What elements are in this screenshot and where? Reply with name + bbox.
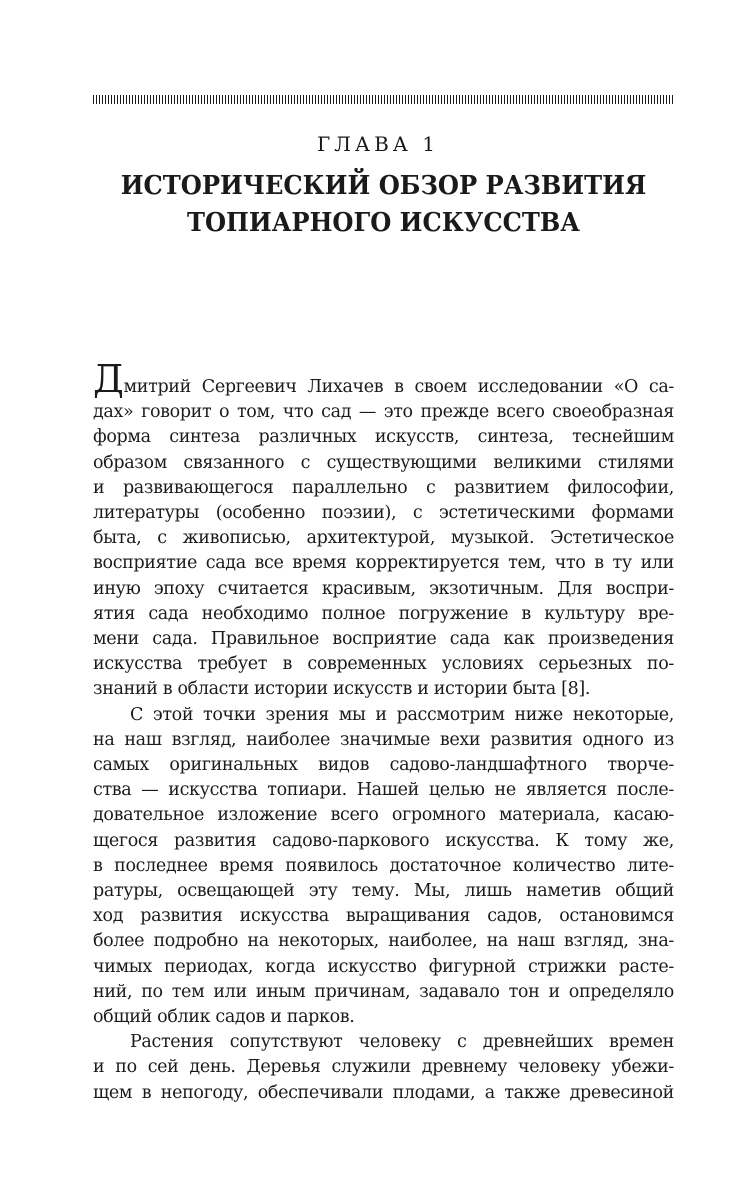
- text-line: чимых периодах, когда искусство фигурной стрижки расте-: [93, 956, 674, 977]
- text-line: более подробно на некоторых, наиболее, на наш взгляд, зна-: [93, 931, 674, 952]
- text-line: дах» говорит о том, что сад — это прежде всего своеобразная: [93, 402, 674, 423]
- chapter-header-rule: [93, 95, 674, 104]
- text-line: восприятие сада все время корректируется тем, что в ту или: [93, 553, 674, 574]
- text-line: искусства требует в современных условиях серьезных по-: [93, 654, 674, 675]
- text-line: общий облик садов и парков.: [93, 1007, 355, 1028]
- text-line: щегося развития садово-паркового искусства. К тому же,: [93, 830, 674, 851]
- text-line: и по сей день. Деревья служили древнему человеку убежи-: [93, 1057, 674, 1078]
- text-line: С этой точки зрения мы и рассмотрим ниже некоторые,: [130, 704, 674, 725]
- text-line: знаний в области истории искусств и истории быта [8].: [93, 679, 591, 700]
- text-line: Растения сопутствуют человеку с древнейших времен: [130, 1032, 674, 1053]
- chapter-title-line: ТОПИАРНОГО ИСКУССТВА: [186, 208, 581, 238]
- body-text: [93, 357, 674, 1106]
- text-line: литературы (особенно поэзии), с эстетическими формами: [93, 503, 674, 524]
- text-line: иную эпоху считается красивым, экзотичным. Для воспри-: [93, 578, 674, 599]
- text-line: Дмитрий Сергеевич Лихачев в своем исследовании «О са-: [93, 357, 674, 401]
- paragraph-2: [93, 703, 674, 1031]
- text-line: щем в непогоду, обеспечивали плодами, а также древесиной: [93, 1082, 674, 1103]
- text-line: быта, с живописью, архитектурой, музыкой. Эстетическое: [93, 528, 674, 549]
- text-line: на наш взгляд, наиболее значимые вехи развития одного из: [93, 729, 674, 750]
- text-line: ний, по тем или иным причинам, задавало тон и определяло: [93, 981, 674, 1002]
- text-line: довательное изложение всего огромного материала, касаю-: [93, 805, 674, 826]
- text-line: образом связанного с существующими великими стилями: [93, 452, 674, 473]
- text-line: форма синтеза различных искусств, синтеза, теснейшим: [93, 427, 674, 448]
- text-line: ства — искусства топиари. Нашей целью не является после-: [93, 780, 674, 801]
- text-line: в последнее время появилось достаточное количество лите-: [93, 855, 674, 876]
- paragraph-3: [93, 1030, 674, 1106]
- paragraph-1: [93, 357, 674, 703]
- drop-cap: Д: [93, 357, 124, 401]
- chapter-title: [113, 168, 653, 242]
- chapter-title-line: ИСТОРИЧЕСКИЙ ОБЗОР РАЗВИТИЯ: [120, 171, 647, 201]
- text-line: ратуры, освещающей эту тему. Мы, лишь наметив общий: [93, 881, 674, 902]
- text-line: самых оригинальных видов садово-ландшафтного творче-: [93, 755, 674, 776]
- text-line: ход развития искусства выращивания садов, остановимся: [93, 906, 674, 927]
- text-line: мени сада. Правильное восприятие сада как произведения: [93, 629, 674, 650]
- chapter-label: ГЛАВА 1: [316, 132, 439, 156]
- text-line: и развивающегося параллельно с развитием философии,: [93, 477, 674, 498]
- text-line: ятия сада необходимо полное погружение в культуру вре-: [93, 603, 674, 624]
